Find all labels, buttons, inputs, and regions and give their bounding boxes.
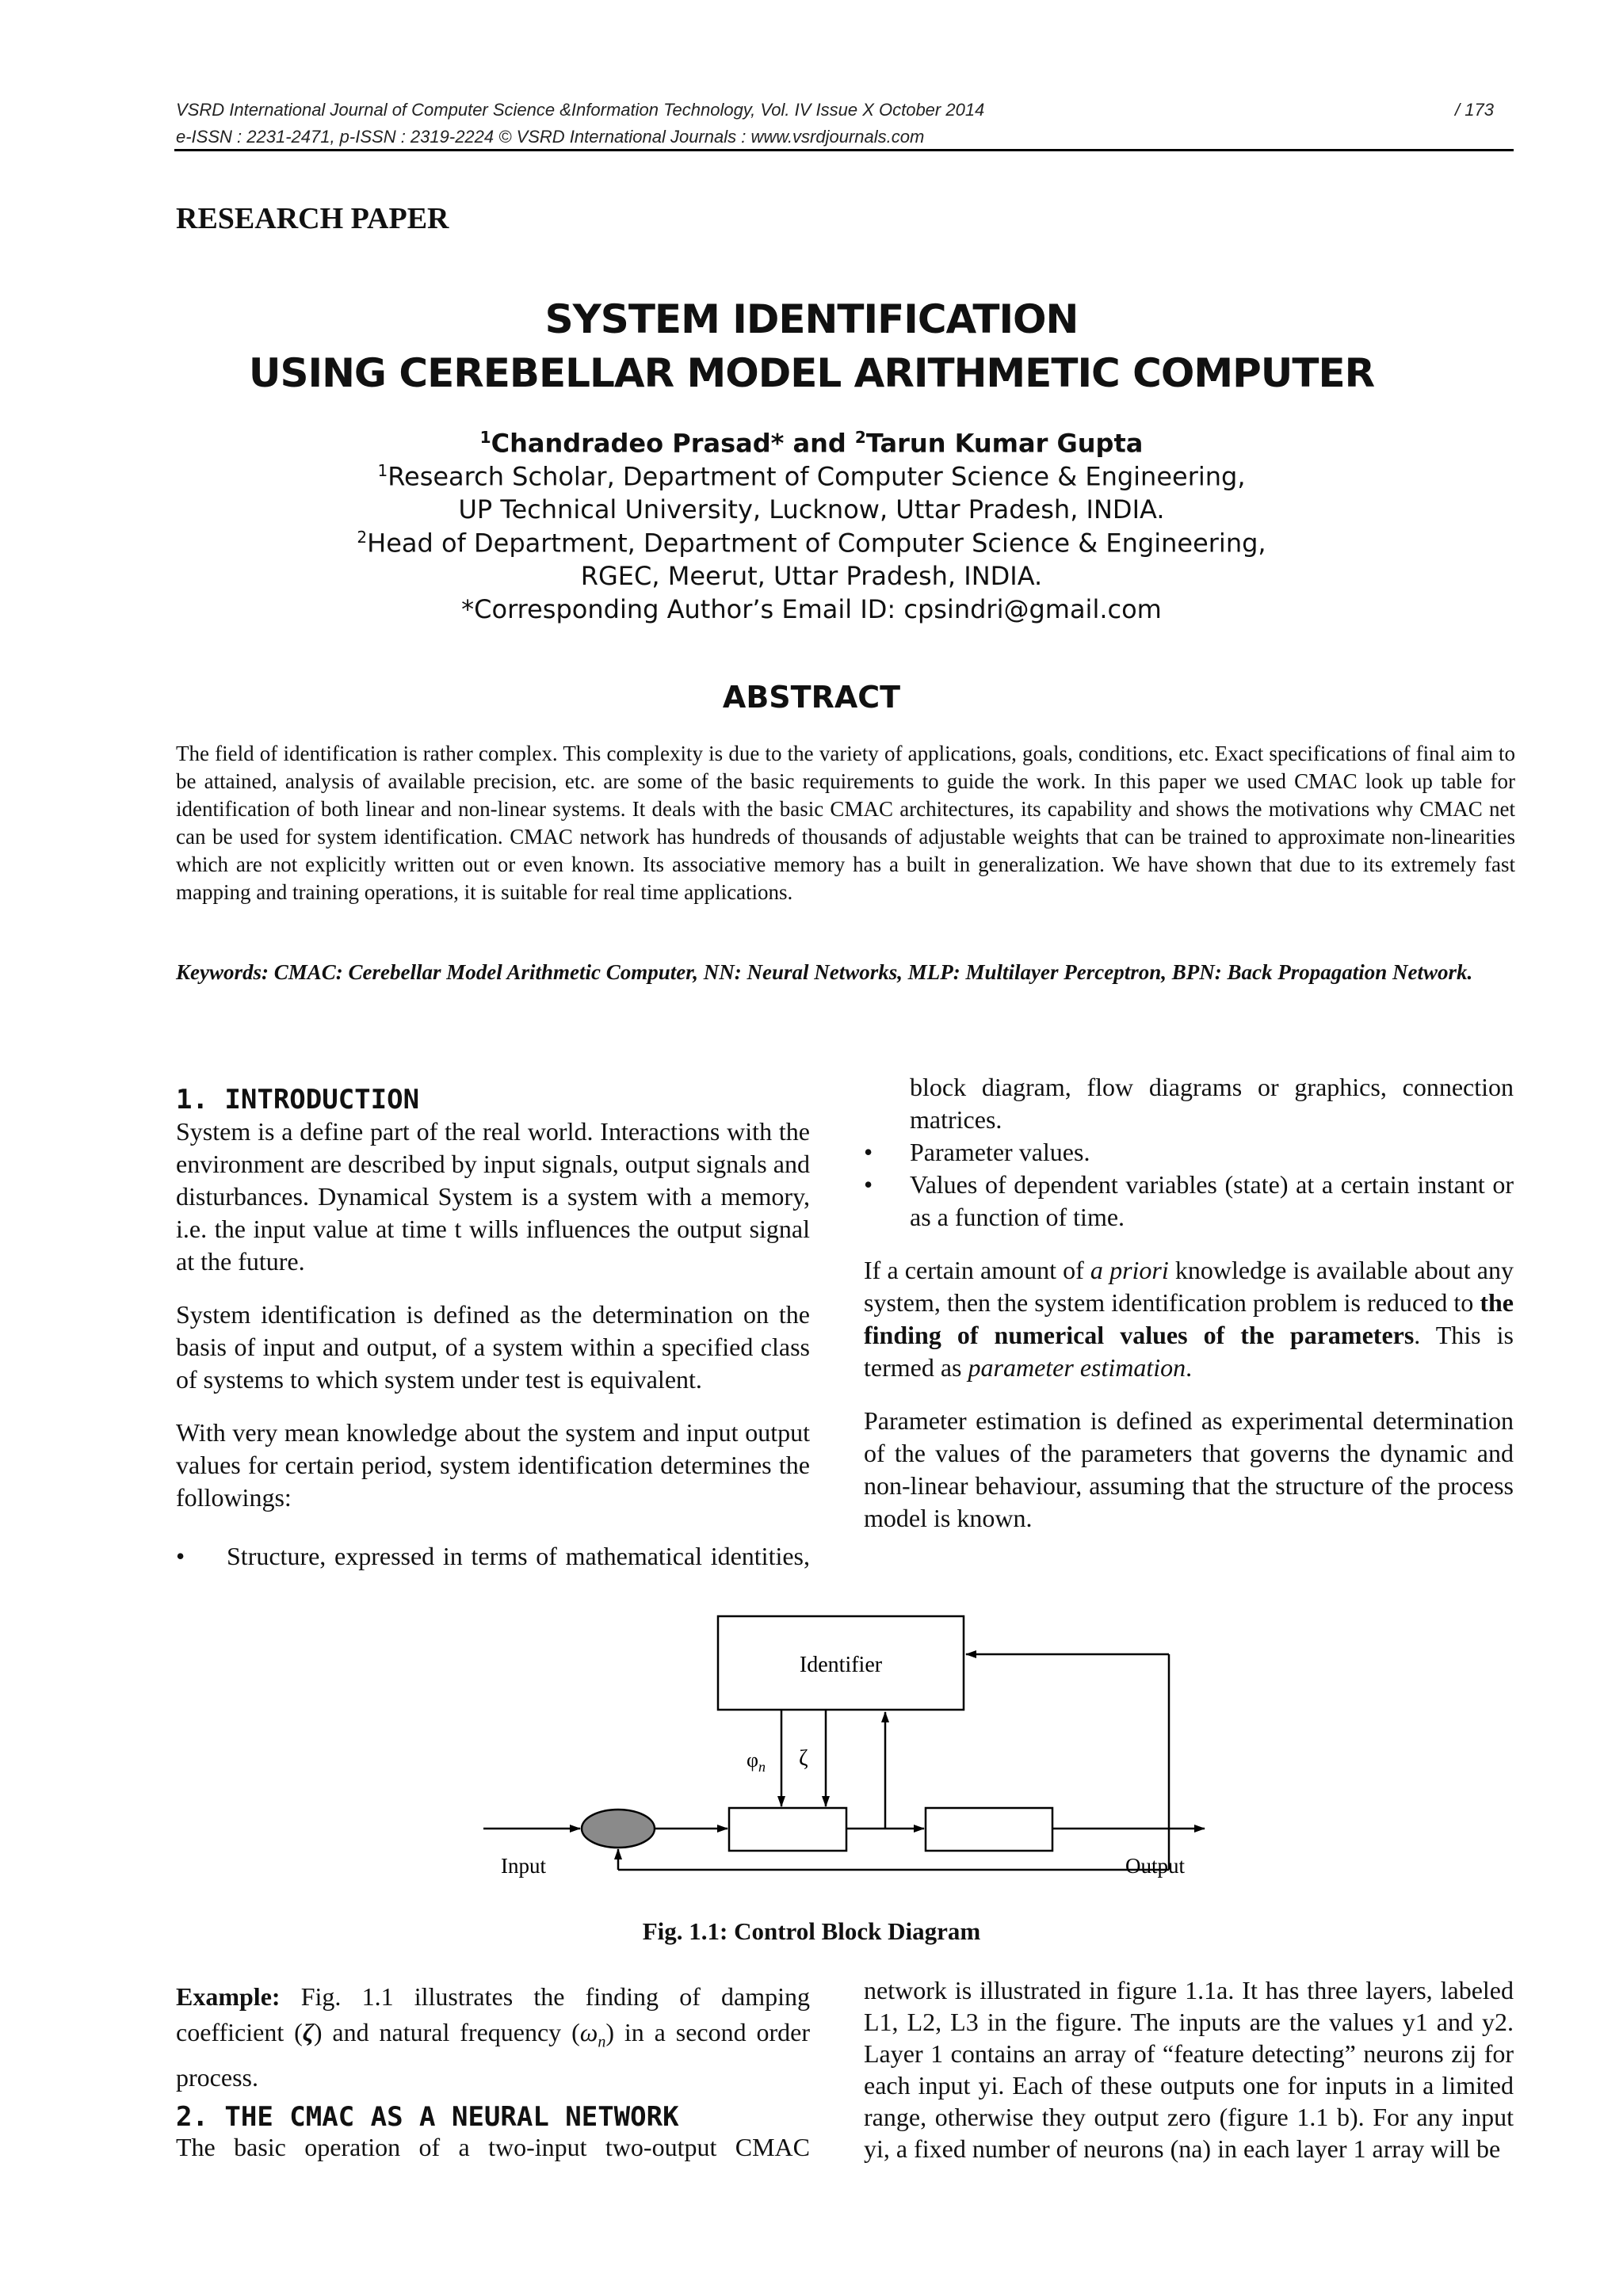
title-line-1: SYSTEM IDENTIFICATION [544, 296, 1079, 342]
author-2-name: Tarun Kumar Gupta [865, 428, 1144, 459]
intro-p4-d: the finding of numerical values of the parameters [864, 1288, 1514, 1349]
author-1-sup: 1 [479, 428, 491, 447]
author-1-name: Chandradeo Prasad* and [491, 428, 855, 459]
bullet-2 [864, 1136, 1514, 1169]
affiliation-2-text: Head of Department, Department of Computer Science & Engineering, [367, 528, 1266, 559]
bullet-1-continued [864, 1071, 1514, 1136]
cmac-p1: The basic operation of a two-input two-output CMAC [176, 2133, 810, 2161]
bullet-3-text: Values of dependent variables (state) at a certain instant or as a function of time. [910, 1170, 1514, 1231]
input-label: Input [501, 1854, 546, 1878]
cmac-heading: 2. THE CMAC AS A NEURAL NETWORK [176, 2101, 679, 2133]
paper-type: RESEARCH PAPER [176, 202, 449, 235]
author-names [0, 428, 1623, 459]
intro-p1: System is a define part of the real world. Interactions with the environment are described by input signals, output signals and disturbances. Dynamical System is a system with a memory, i.e. the input value at time t wills influences the output signal at the future. [176, 1117, 810, 1276]
controller-block [729, 1808, 846, 1851]
bullet-list [864, 1071, 1514, 1234]
bullet-1-text: Structure, expressed in terms of mathematical identities, [227, 1542, 810, 1570]
bullet-dot: • [864, 1138, 873, 1166]
intro-p3: With very mean knowledge about the system and input output values for certain period, system identification determines the followings: [176, 1418, 810, 1512]
affiliation-2-line-1 [0, 528, 1623, 559]
intro-p4-e: . This is termed as [864, 1321, 1514, 1382]
abstract-heading: ABSTRACT [722, 680, 901, 715]
bullet-1-continuation: block diagram, flow diagrams or graphics, connection matrices. [910, 1073, 1514, 1134]
example-text-c: ) in a second order process. [176, 2018, 810, 2092]
example-text-a: Fig. 1.1 illustrates the finding of damping coefficient ( [176, 1982, 810, 2046]
zeta-label: ζ [799, 1746, 808, 1771]
intro-p4-b: a priori [1090, 1256, 1169, 1284]
bullet-1-first-line [176, 1540, 810, 1573]
title-line-2: USING CEREBELLAR MODEL ARITHMETIC COMPUTER [248, 350, 1375, 396]
control-block-diagram [460, 1592, 1236, 1901]
affiliation-2-sup: 2 [357, 528, 368, 547]
example-paragraph [176, 1979, 810, 2096]
issn-line: e-ISSN : 2231-2471, p-ISSN : 2319-2224 © VSRD International Journals : www.vsrdjournals.com [176, 127, 925, 147]
intro-column-left [176, 1084, 810, 1514]
affiliation-1-line-1 [0, 461, 1623, 492]
intro-column-right [864, 1071, 1514, 1535]
cmac-p2: network is illustrated in figure 1.1a. It has three layers, labeled L1, L2, L3 in the figure. The inputs are the values y1 and y2. Layer 1 contains an array of “feature detecting” neurons zij for each input yi. Each of these outputs one for inputs in a limited range, otherwise they output zero (figure 1.1 b). For any input yi, a fixed number of neurons (na) in each layer 1 array will be [864, 1976, 1514, 2163]
process-block [926, 1808, 1052, 1851]
bullet-2-text: Parameter values. [910, 1138, 1090, 1166]
intro-p4-f: parameter estimation [968, 1353, 1186, 1382]
figure-caption: Fig. 1.1: Control Block Diagram [642, 1917, 981, 1945]
page-number: / 173 [1455, 100, 1494, 120]
intro-p4 [864, 1254, 1514, 1384]
bullet-dot: • [864, 1170, 873, 1199]
intro-p5: Parameter estimation is defined as experimental determination of the values of the parameters that governs the dynamic and non-linear behaviour, assuming that the structure of the process model is known. [864, 1406, 1514, 1532]
intro-p4-c: knowledge is available about any system, then the system identification problem is reduced to [864, 1256, 1514, 1317]
affiliation-1-text: Research Scholar, Department of Computer Science & Engineering, [388, 461, 1246, 492]
abstract-text: The field of identification is rather complex. This complexity is due to the variety of applications, goals, conditions, etc. Exact specifications of final aim to be attained, analysis of available precision, etc. are some of the basic requirements to guide the work. In this paper we used CMAC look up table for identification of both linear and non-linear systems. It deals with the basic CMAC architectures, its capability and shows the motivations why CMAC net can be used for system identification. CMAC network has hundreds of thousands of adjustable weights that can be trained to approximate non-linearities which are not explicitly written out or even known. Its associative memory has a built in generalization. We have shown that due to its extremely fast mapping and training operations, it is suitable for real time applications. [176, 742, 1515, 904]
affiliation-2-line-2: RGEC, Meerut, Uttar Pradesh, INDIA. [580, 561, 1043, 591]
intro-p4-a: If a certain amount of [864, 1256, 1090, 1284]
bullet-1-start [176, 1540, 810, 1573]
keywords: Keywords: CMAC: Cerebellar Model Arithmetic Computer, NN: Neural Networks, MLP: Multilayer Perceptron, BPN: Back Propagation Network. [176, 960, 1473, 984]
phi-label [747, 1749, 766, 1775]
affiliation-1-line-2: UP Technical University, Lucknow, Uttar Pradesh, INDIA. [458, 494, 1165, 524]
affiliation-1-sup: 1 [377, 461, 388, 480]
bullet-3 [864, 1169, 1514, 1234]
example-omega-sub: n [598, 2033, 606, 2051]
example-omega: ω [579, 2018, 598, 2046]
corresponding-email: *Corresponding Author’s Email ID: cpsindri@gmail.com [461, 594, 1162, 624]
example-text-b: ) and natural frequency ( [313, 2018, 580, 2046]
author-2-sup: 2 [854, 428, 866, 447]
output-label: Output [1125, 1854, 1186, 1878]
phi-subscript: n [758, 1759, 766, 1775]
intro-heading: 1. INTRODUCTION [176, 1084, 420, 1116]
intro-p2: System identification is defined as the determination on the basis of input and output, of a system within a specified class of systems to which system under test is equivalent. [176, 1300, 810, 1394]
bullet-dot: • [176, 1542, 185, 1570]
identifier-label: Identifier [799, 1653, 883, 1677]
journal-line: VSRD International Journal of Computer Science &Information Technology, Vol. IV Issue X October 2014 [176, 100, 985, 120]
example-label: Example: [176, 1982, 281, 2011]
summing-junction [582, 1810, 655, 1848]
header-rule [174, 149, 1514, 151]
example-zeta: ζ [302, 2018, 314, 2046]
intro-p4-g: . [1186, 1353, 1193, 1382]
phi-symbol: φ [747, 1749, 759, 1772]
